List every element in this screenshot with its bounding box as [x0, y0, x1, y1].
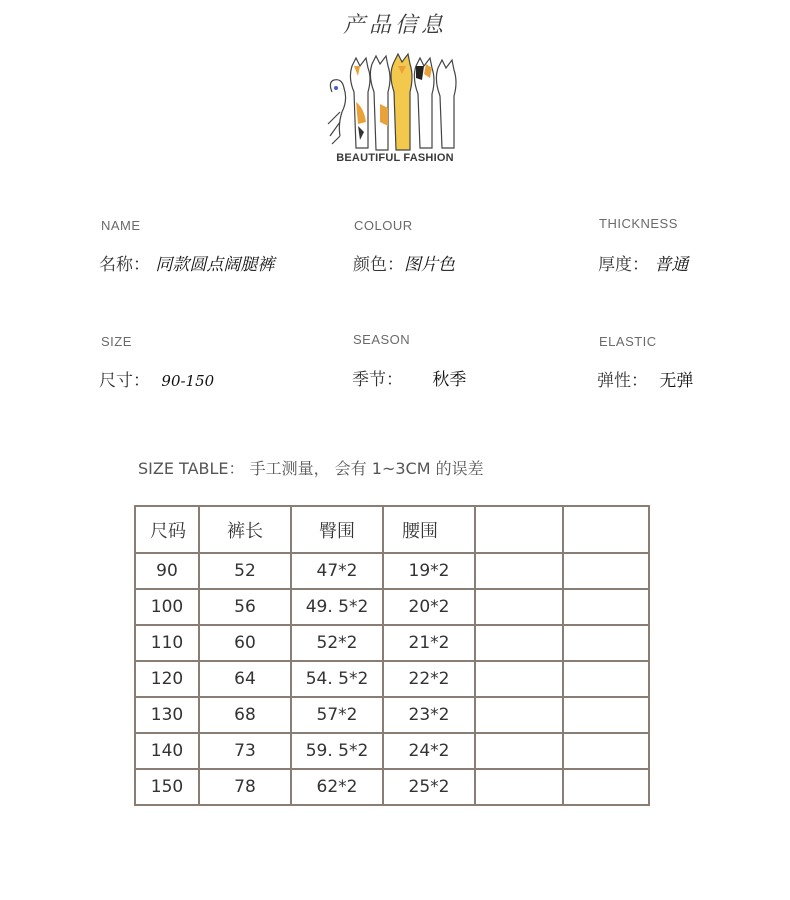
table-cell: 52*2 — [291, 625, 383, 661]
table-cell: 140 — [135, 733, 199, 769]
season-field — [352, 365, 466, 390]
name-value: 同款圆点阔腿裤 — [155, 255, 275, 275]
table-cell: 120 — [135, 661, 199, 697]
table-cell: 54. 5*2 — [291, 661, 383, 697]
size-table-title: SIZE TABLE： 手工测量， 会有 1~3CM 的误差 — [138, 459, 484, 478]
table-cell: 19*2 — [383, 553, 475, 589]
table-cell: 22*2 — [383, 661, 475, 697]
table-cell — [475, 625, 563, 661]
table-cell: 73 — [199, 733, 291, 769]
table-cell: 23*2 — [383, 697, 475, 733]
table-cell — [475, 733, 563, 769]
table-cell — [475, 589, 563, 625]
header-cell: 臀围 — [291, 506, 383, 553]
thickness-en-label: THICKNESS — [599, 216, 678, 231]
table-cell: 57*2 — [291, 697, 383, 733]
name-en-label: NAME — [101, 218, 141, 233]
elastic-label: 弹性： — [597, 371, 648, 391]
table-cell — [563, 553, 649, 589]
table-cell: 47*2 — [291, 553, 383, 589]
size-label: 尺寸： — [99, 371, 150, 391]
table-row — [135, 661, 649, 697]
table-cell — [563, 697, 649, 733]
header-cell — [563, 506, 649, 553]
colour-value: 图片色 — [404, 255, 455, 275]
name-label: 名称： — [99, 255, 150, 275]
header-cell: 尺码 — [135, 506, 199, 553]
brand-text: BEAUTIFUL FASHION — [336, 152, 454, 164]
table-row — [135, 733, 649, 769]
table-row — [135, 589, 649, 625]
table-cell: 62*2 — [291, 769, 383, 805]
table-cell: 21*2 — [383, 625, 475, 661]
elastic-en-label: ELASTIC — [599, 334, 657, 349]
header-cell: 裤长 — [199, 506, 291, 553]
table-cell: 56 — [199, 589, 291, 625]
table-cell — [563, 589, 649, 625]
table-cell: 78 — [199, 769, 291, 805]
table-cell — [475, 769, 563, 805]
table-cell — [563, 733, 649, 769]
table-row — [135, 769, 649, 805]
table-cell — [475, 661, 563, 697]
size-field — [99, 366, 214, 391]
table-cell: 24*2 — [383, 733, 475, 769]
table-cell: 59. 5*2 — [291, 733, 383, 769]
season-value: 秋季 — [432, 370, 467, 390]
size-table-header-row — [135, 506, 649, 553]
header-cell: 腰围 — [383, 506, 475, 553]
season-en-label: SEASON — [353, 332, 411, 347]
size-table — [134, 505, 650, 806]
thickness-label: 厚度： — [598, 255, 649, 275]
elastic-value: 无弹 — [659, 371, 694, 391]
table-cell: 64 — [199, 661, 291, 697]
thickness-field — [598, 250, 688, 275]
thickness-value: 普通 — [654, 255, 689, 275]
table-cell — [563, 661, 649, 697]
table-cell — [563, 625, 649, 661]
name-field — [99, 250, 274, 275]
page-title: 产品信息 — [342, 13, 447, 38]
table-cell: 68 — [199, 697, 291, 733]
table-cell: 100 — [135, 589, 199, 625]
table-cell: 52 — [199, 553, 291, 589]
table-cell: 49. 5*2 — [291, 589, 383, 625]
table-row — [135, 625, 649, 661]
table-cell: 25*2 — [383, 769, 475, 805]
table-cell — [475, 553, 563, 589]
size-value: 90-150 — [161, 372, 215, 390]
table-cell — [475, 697, 563, 733]
table-cell: 20*2 — [383, 589, 475, 625]
season-label: 季节： — [352, 370, 403, 390]
header-cell — [475, 506, 563, 553]
size-en-label: SIZE — [101, 334, 132, 349]
table-cell: 150 — [135, 769, 199, 805]
colour-label: 颜色： — [353, 255, 404, 275]
table-cell: 110 — [135, 625, 199, 661]
table-cell: 130 — [135, 697, 199, 733]
table-row — [135, 697, 649, 733]
table-row — [135, 553, 649, 589]
colour-en-label: COLOUR — [354, 218, 413, 233]
table-cell — [563, 769, 649, 805]
table-cell: 60 — [199, 625, 291, 661]
colour-field — [353, 250, 455, 275]
elastic-field — [597, 366, 693, 391]
table-cell: 90 — [135, 553, 199, 589]
